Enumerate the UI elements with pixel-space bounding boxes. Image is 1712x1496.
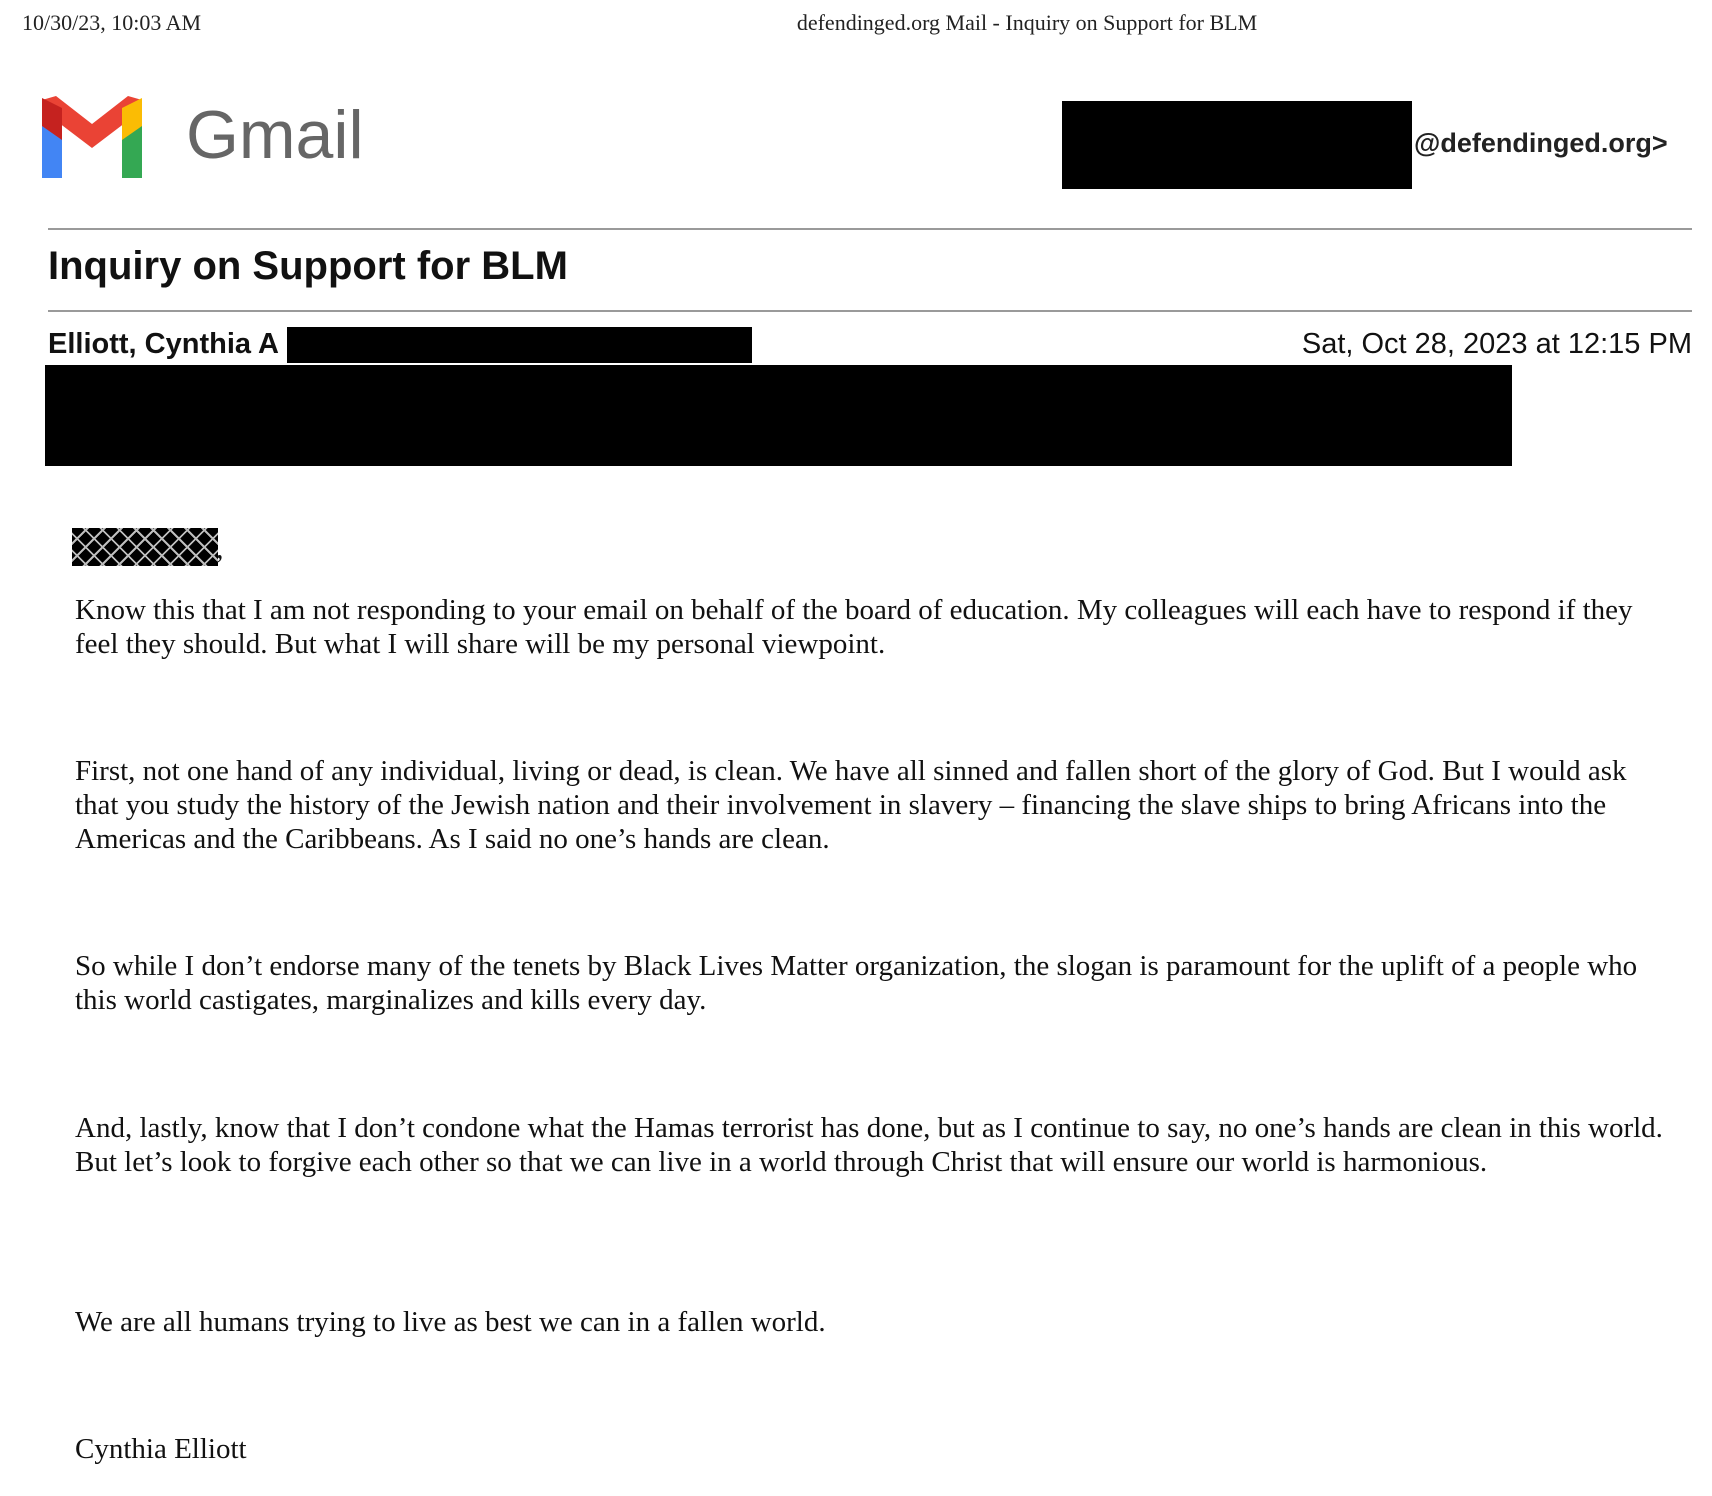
email-subject: Inquiry on Support for BLM xyxy=(48,244,568,288)
greeting-comma: , xyxy=(216,532,224,565)
print-header xyxy=(22,10,1690,40)
gmail-logo-icon xyxy=(36,92,148,184)
print-page-title: defendinged.org Mail - Inquiry on Support for BLM xyxy=(796,10,1258,35)
redacted-sender-email xyxy=(287,327,752,363)
email-paragraph: Know this that I am not responding to your email on behalf of the board of education. My colleagues will each have to respond if they feel they should. But what I will share will be my personal viewpoint. xyxy=(75,594,1633,660)
gmail-wordmark: Gmail xyxy=(186,97,364,173)
email-date: Sat, Oct 28, 2023 at 12:15 PM xyxy=(1301,328,1692,360)
subject-divider xyxy=(48,310,1692,312)
email-paragraph: And, lastly, know that I don’t condone what the Hamas terrorist has done, but as I continue to say, no one’s hands are clean in this world. But let’s look to forgive each other so that we can live in a world through Christ that will ensure our world is harmonious. xyxy=(75,1112,1663,1178)
account-email-suffix: @defendinged.org> xyxy=(1414,128,1668,158)
print-datetime: 10/30/23, 10:03 AM xyxy=(22,10,202,35)
email-paragraph: So while I don’t endorse many of the tenets by Black Lives Matter organization, the slogan is paramount for the uplift of a people who this world castigates, marginalizes and kills every day. xyxy=(75,950,1638,1016)
email-paragraph: We are all humans trying to live as best we can in a fallen world. xyxy=(75,1306,826,1338)
redacted-account-name xyxy=(1062,101,1412,189)
sender-name: Elliott, Cynthia A xyxy=(48,328,279,360)
email-paragraph: First, not one hand of any individual, living or dead, is clean. We have all sinned and fallen short of the glory of God. But I would ask that you study the history of the Jewish nation and their involvement in slavery – financing the slave ships to bring Africans into the Americas and the Caribbeans. As I said no one’s hands are clean. xyxy=(75,755,1627,855)
header-divider xyxy=(48,228,1692,230)
email-signature: Cynthia Elliott xyxy=(75,1433,247,1465)
redacted-recipients xyxy=(45,365,1512,466)
redacted-greeting-name xyxy=(72,528,218,566)
